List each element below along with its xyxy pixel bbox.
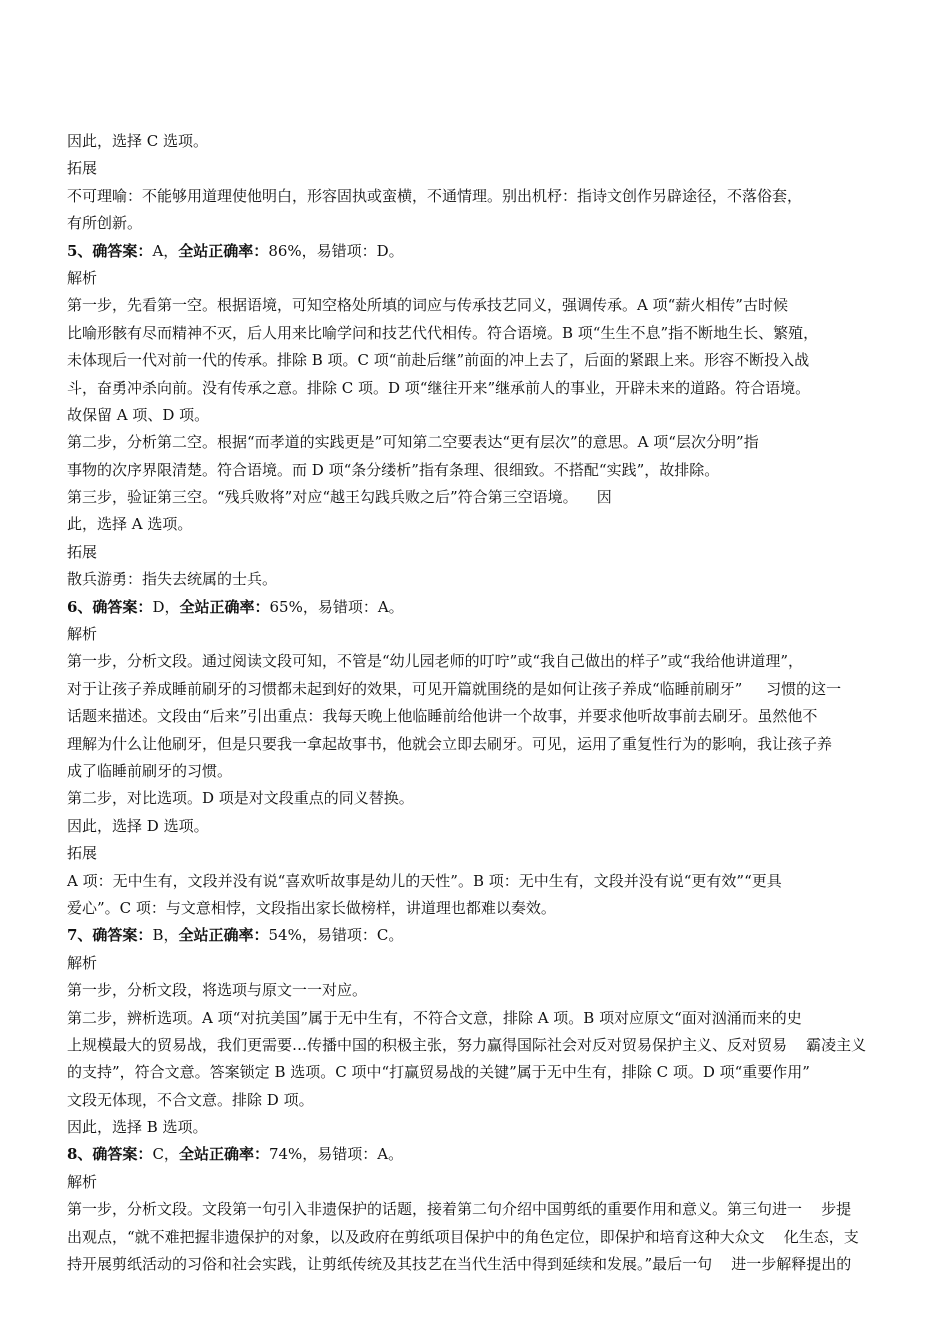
document-body [67, 128, 897, 1278]
answer-value: C， [152, 1145, 179, 1164]
text-line: 拓展 [67, 844, 98, 863]
text-line: 斗，奋勇冲杀向前。没有传承之意。排除 C 项。D 项“继往开来”继承前人的事业，开辟未来的道路。符合语境。 [67, 378, 811, 397]
text-line: 有所创新。 [67, 214, 143, 233]
answer-line [67, 238, 897, 265]
text-line: 第一步，分析文段，将选项与原文一一对应。 [67, 981, 368, 1000]
text-line: 爱心”。C 项：与文意相悖，文段指出家长做榜样，讲道理也都难以奏效。 [67, 898, 556, 917]
text-line: 持开展剪纸活动的习俗和社会实践，让剪纸传统及其技艺在当代生活中得到延续和发展。”最后一句 进一步解释提出的 [67, 1255, 852, 1274]
text-line: 话题来描述。文段由“后来”引出重点：我每天晚上他临睡前给他讲一个故事，并要求他听故事前去刷牙。虽然他不 [67, 707, 818, 726]
text-line: 比喻形骸有尽而精神不灭，后人用来比喻学问和技艺代代相传。符合语境。B 项“生生不息”指不断地生长、繁殖， [67, 323, 819, 342]
text-line: 第一步，分析文段。文段第一句引入非遗保护的话题，接着第二句介绍中国剪纸的重要作用和意义。第三句进一 步提 [67, 1200, 852, 1219]
text-line: 因此，选择 B 选项。 [67, 1118, 208, 1137]
answer-value: 54%，易错项：C。 [268, 926, 404, 945]
text-line: 第二步，辨析选项。A 项“对抗美国”属于无中生有，不符合文意，排除 A 项。B 项对应原文“面对汹涌而来的史 [67, 1008, 802, 1027]
answer-value: B， [152, 926, 179, 945]
text-line: 因此，选择 C 选项。 [67, 132, 209, 150]
answer-value: A， [152, 241, 179, 260]
text-line: 解析 [67, 268, 98, 287]
text-line: 解析 [67, 625, 98, 644]
text-line: 散兵游勇：指失去统属的士兵。 [67, 570, 278, 589]
text-line: 理解为什么让他刷牙，但是只要我一拿起故事书，他就会立即去刷牙。可见，运用了重复性行为的影响，我让孩子养 [67, 734, 833, 753]
text-line: 此，选择 A 选项。 [67, 515, 193, 534]
text-line: 未体现后一代对前一代的传承。排除 B 项。C 项“前赴后继”前面的冲上去了，后面的紧跟上来。形容不断投入战 [67, 351, 810, 370]
text-line: 对于让孩子养成睡前刷牙的习惯都未起到好的效果，可见开篇就围绕的是如何让孩子养成“临睡前刷牙” 习惯的这一 [67, 679, 842, 698]
text-line: 故保留 A 项、D 项。 [67, 405, 210, 424]
text-line: 第一步，先看第一空。根据语境，可知空格处所填的词应与传承技艺同义，强调传承。A 项“薪火相传”古时候 [67, 296, 788, 315]
text-line: 文段无体现，不合文意。排除 D 项。 [67, 1090, 314, 1109]
text-line: 第三步，验证第三空。“残兵败将”对应“越王勾践兵败之后”符合第三空语境。 因 [67, 488, 612, 507]
text-line: 成了临睡前刷牙的习惯。 [67, 761, 233, 780]
text-line: 因此，选择 D 选项。 [67, 816, 209, 835]
text-line: 第二步，对比选项。D 项是对文段重点的同义替换。 [67, 789, 414, 808]
answer-label: 全站正确率： [178, 1145, 269, 1164]
answer-value: 86%，易错项：D。 [268, 241, 404, 260]
answer-label: 全站正确率： [178, 241, 269, 260]
answer-label: 8、确答案： [67, 1145, 153, 1164]
answer-line [67, 1141, 897, 1168]
text-line: 出观点，“就不难把握非遗保护的对象，以及政府在剪纸项目保护中的角色定位，即保护和培育这种大众文 化生态，支 [67, 1227, 859, 1246]
answer-label: 全站正确率： [178, 926, 269, 945]
answer-line [67, 922, 897, 949]
text-line: 解析 [67, 953, 98, 972]
answer-value: 65%，易错项：A。 [269, 597, 404, 616]
text-line: 拓展 [67, 542, 98, 561]
text-line: 拓展 [67, 159, 98, 178]
text-line: 第一步，分析文段。通过阅读文段可知，不管是“幼儿园老师的叮咛”或“我自己做出的样子”或“我给他讲道理”， [67, 652, 804, 671]
answer-value: D， [152, 597, 180, 616]
answer-label: 全站正确率： [179, 597, 270, 616]
text-line: A 项：无中生有，文段并没有说“喜欢听故事是幼儿的天性”。B 项：无中生有，文段并没有说“更有效”“更具 [67, 871, 782, 890]
answer-line [67, 594, 897, 621]
text-line: 上规模最大的贸易战，我们更需要…传播中国的积极主张，努力赢得国际社会对反对贸易保护主义、反对贸易 霸凌主义 [67, 1035, 867, 1054]
text-line: 的支持”，符合文意。答案锁定 B 选项。C 项中“打赢贸易战的关键”属于无中生有，排除 C 项。D 项“重要作用” [67, 1063, 810, 1082]
text-line: 事物的次序界限清楚。符合语境。而 D 项“条分缕析”指有条理、很细致。不搭配“实践”，故排除。 [67, 460, 720, 479]
answer-value: 74%，易错项：A。 [268, 1145, 404, 1164]
text-line: 第二步，分析第二空。根据“而孝道的实践更是”可知第二空要表达“更有层次”的意思。A 项“层次分明”指 [67, 433, 759, 452]
answer-label: 5、确答案： [67, 241, 153, 260]
answer-label: 7、确答案： [67, 926, 153, 945]
text-line: 解析 [67, 1172, 98, 1191]
answer-label: 6、确答案： [67, 597, 153, 616]
text-line: 不可理喻：不能够用道理使他明白，形容固执或蛮横，不通情理。别出机杼：指诗文创作另辟途径，不落俗套， [67, 186, 803, 205]
